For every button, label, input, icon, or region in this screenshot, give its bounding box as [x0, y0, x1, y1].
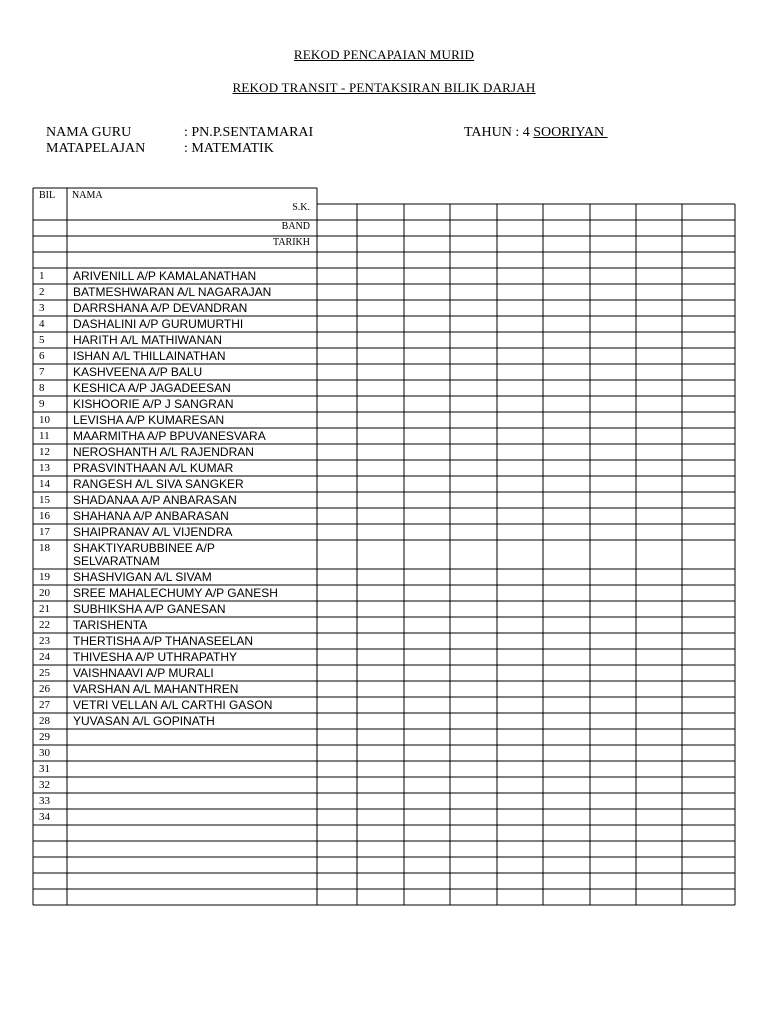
student-name: THERTISHA A/P THANASEELAN — [73, 634, 254, 648]
student-name: TARISHENTA — [73, 618, 148, 632]
row-number: 33 — [39, 795, 50, 807]
student-name: SHAHANA A/P ANBARASAN — [73, 509, 229, 523]
teacher-label: NAMA GURU — [46, 125, 132, 140]
header-tarikh: TARIKH — [273, 237, 310, 248]
row-number: 22 — [39, 619, 50, 631]
row-number: 32 — [39, 779, 50, 791]
row-number: 10 — [39, 414, 50, 426]
row-number: 17 — [39, 526, 50, 538]
student-name: KASHVEENA A/P BALU — [73, 365, 203, 379]
student-name: YUVASAN A/L GOPINATH — [73, 714, 215, 728]
row-number: 9 — [39, 398, 45, 410]
student-name: KISHOORIE A/P J SANGRAN — [73, 397, 234, 411]
student-name: VARSHAN A/L MAHANTHREN — [73, 682, 239, 696]
subject-value: : MATEMATIK — [184, 141, 274, 156]
student-name: SREE MAHALECHUMY A/P GANESH — [73, 586, 278, 600]
row-number: 21 — [39, 603, 50, 615]
student-name: LEVISHA A/P KUMARESAN — [73, 413, 225, 427]
row-number: 25 — [39, 667, 50, 679]
document-title: REKOD PENCAPAIAN MURID — [293, 47, 475, 62]
row-number: 31 — [39, 763, 50, 775]
row-number: 30 — [39, 747, 50, 759]
student-name: SUBHIKSHA A/P GANESAN — [73, 602, 226, 616]
row-number: 26 — [39, 683, 50, 695]
student-name: HARITH A/L MATHIWANAN — [73, 333, 222, 347]
student-name: SHAKTIYARUBBINEE A/P — [73, 541, 215, 555]
row-number: 11 — [39, 430, 50, 442]
year-value: 4 — [522, 125, 530, 140]
row-number: 18 — [39, 542, 50, 554]
student-name: THIVESHA A/P UTHRAPATHY — [73, 650, 238, 664]
student-name: VETRI VELLAN A/L CARTHI GASON — [73, 698, 273, 712]
row-number: 12 — [39, 446, 50, 458]
row-number: 13 — [39, 462, 50, 474]
student-name: PRASVINTHAAN A/L KUMAR — [73, 461, 234, 475]
row-number: 29 — [39, 731, 50, 743]
row-number: 8 — [39, 382, 45, 394]
student-name: DASHALINI A/P GURUMURTHI — [73, 317, 244, 331]
subject-label: MATAPELAJAN — [46, 141, 146, 156]
student-name: RANGESH A/L SIVA SANGKER — [73, 477, 244, 491]
student-name: SHASHVIGAN A/L SIVAM — [73, 570, 212, 584]
year-label: TAHUN : — [464, 125, 520, 140]
row-number: 14 — [39, 478, 50, 490]
row-number: 24 — [39, 651, 50, 663]
row-number: 2 — [39, 286, 45, 298]
row-number: 19 — [39, 571, 50, 583]
row-number: 3 — [39, 302, 45, 314]
header-sk: S.K. — [292, 202, 310, 213]
student-name: NEROSHANTH A/L RAJENDRAN — [73, 445, 254, 459]
student-name: ISHAN A/L THILLAINATHAN — [73, 349, 226, 363]
header-band: BAND — [281, 221, 310, 232]
row-number: 34 — [39, 811, 50, 823]
header-bil: BIL — [39, 190, 56, 201]
student-name: MAARMITHA A/P BPUVANESVARA — [73, 429, 266, 443]
student-name: DARRSHANA A/P DEVANDRAN — [73, 301, 248, 315]
student-name: VAISHNAAVI A/P MURALI — [73, 666, 214, 680]
row-number: 16 — [39, 510, 50, 522]
row-number: 4 — [39, 318, 45, 330]
student-name: KESHICA A/P JAGADEESAN — [73, 381, 231, 395]
class-value: SOORIYAN — [533, 125, 605, 140]
document-subtitle: REKOD TRANSIT - PENTAKSIRAN BILIK DARJAH — [232, 80, 536, 95]
row-number: 28 — [39, 715, 50, 727]
teacher-value: : PN.P.SENTAMARAI — [184, 125, 314, 140]
row-number: 27 — [39, 699, 50, 711]
row-number: 5 — [39, 334, 45, 346]
student-name: SHADANAA A/P ANBARASAN — [73, 493, 237, 507]
row-number: 23 — [39, 635, 50, 647]
row-number: 15 — [39, 494, 50, 506]
student-name-continued: SELVARATNAM — [73, 554, 160, 568]
header-nama: NAMA — [72, 190, 103, 201]
row-number: 7 — [39, 366, 45, 378]
student-name: BATMESHWARAN A/L NAGARAJAN — [73, 285, 272, 299]
student-name: SHAIPRANAV A/L VIJENDRA — [73, 525, 233, 539]
row-number: 20 — [39, 587, 50, 599]
row-number: 1 — [39, 270, 45, 282]
student-name: ARIVENILL A/P KAMALANATHAN — [73, 269, 257, 283]
row-number: 6 — [39, 350, 45, 362]
